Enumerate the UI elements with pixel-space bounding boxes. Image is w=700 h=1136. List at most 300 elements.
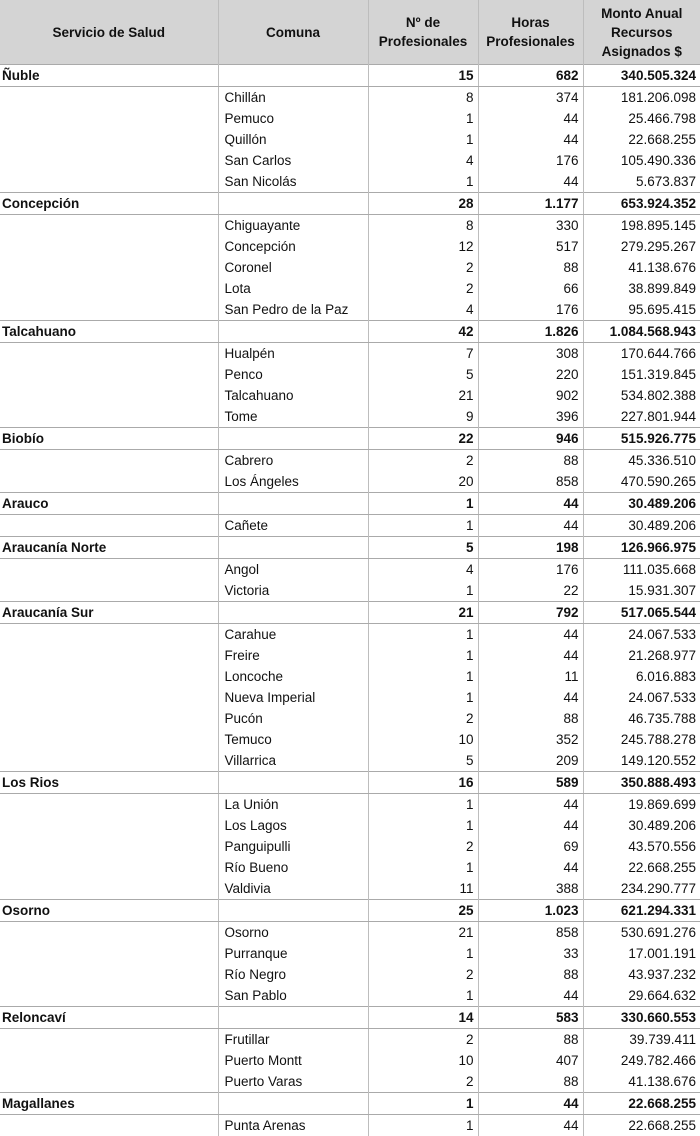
profesionales-value: 1 (368, 857, 478, 878)
servicio-empty (0, 450, 218, 472)
comuna-row (0, 108, 700, 129)
servicio-name: Talcahuano (0, 321, 218, 343)
monto-value: 19.869.699 (583, 794, 700, 816)
comuna-empty (218, 772, 368, 794)
comuna-row (0, 645, 700, 666)
horas-value: 330 (478, 215, 583, 237)
service-total-row (0, 193, 700, 215)
service-total-row (0, 493, 700, 515)
profesionales-value: 21 (368, 385, 478, 406)
comuna-empty (218, 321, 368, 343)
profesionales-value: 1 (368, 515, 478, 537)
servicio-name: Concepción (0, 193, 218, 215)
comuna-name: San Carlos (218, 150, 368, 171)
profesionales-value: 12 (368, 236, 478, 257)
monto-value: 245.788.278 (583, 729, 700, 750)
profesionales-value: 2 (368, 708, 478, 729)
monto-total: 30.489.206 (583, 493, 700, 515)
comuna-row (0, 299, 700, 321)
profesionales-value: 1 (368, 815, 478, 836)
monto-value: 43.937.232 (583, 964, 700, 985)
comuna-name: Angol (218, 559, 368, 581)
horas-total: 946 (478, 428, 583, 450)
horas-value: 44 (478, 794, 583, 816)
horas-value: 352 (478, 729, 583, 750)
monto-value: 24.067.533 (583, 687, 700, 708)
monto-value: 30.489.206 (583, 815, 700, 836)
comuna-row (0, 150, 700, 171)
comuna-row (0, 278, 700, 299)
servicio-name: Araucanía Sur (0, 602, 218, 624)
profesionales-value: 5 (368, 364, 478, 385)
comuna-row (0, 666, 700, 687)
comuna-row (0, 815, 700, 836)
monto-value: 22.668.255 (583, 1115, 700, 1136)
servicio-empty (0, 878, 218, 900)
comuna-name: Tome (218, 406, 368, 428)
comuna-empty (218, 493, 368, 515)
profesionales-total: 21 (368, 602, 478, 624)
profesionales-value: 1 (368, 580, 478, 602)
horas-value: 407 (478, 1050, 583, 1071)
comuna-name: Carahue (218, 624, 368, 646)
monto-total: 22.668.255 (583, 1093, 700, 1115)
comuna-row (0, 343, 700, 365)
comuna-name: Cabrero (218, 450, 368, 472)
servicio-empty (0, 1029, 218, 1051)
service-total-row (0, 65, 700, 87)
service-total-row (0, 321, 700, 343)
header-servicio: Servicio de Salud (0, 0, 218, 65)
comuna-name: Los Lagos (218, 815, 368, 836)
monto-value: 15.931.307 (583, 580, 700, 602)
horas-value: 44 (478, 985, 583, 1007)
comuna-row (0, 236, 700, 257)
monto-value: 24.067.533 (583, 624, 700, 646)
comuna-row (0, 471, 700, 493)
comuna-name: Temuco (218, 729, 368, 750)
horas-value: 44 (478, 108, 583, 129)
servicio-empty (0, 580, 218, 602)
comuna-empty (218, 1093, 368, 1115)
monto-value: 38.899.849 (583, 278, 700, 299)
servicio-empty (0, 559, 218, 581)
servicio-empty (0, 257, 218, 278)
horas-value: 858 (478, 471, 583, 493)
profesionales-total: 42 (368, 321, 478, 343)
horas-value: 44 (478, 1115, 583, 1136)
comuna-name: La Unión (218, 794, 368, 816)
servicio-name: Magallanes (0, 1093, 218, 1115)
horas-value: 388 (478, 878, 583, 900)
horas-total: 1.826 (478, 321, 583, 343)
monto-total: 621.294.331 (583, 900, 700, 922)
comuna-name: Penco (218, 364, 368, 385)
header-comuna: Comuna (218, 0, 368, 65)
monto-value: 111.035.668 (583, 559, 700, 581)
horas-value: 44 (478, 815, 583, 836)
monto-value: 30.489.206 (583, 515, 700, 537)
comuna-name: Osorno (218, 922, 368, 944)
comuna-row (0, 857, 700, 878)
header-monto: Monto Anual Recursos Asignados $ (583, 0, 700, 65)
monto-value: 22.668.255 (583, 857, 700, 878)
horas-total: 44 (478, 493, 583, 515)
comuna-row (0, 836, 700, 857)
profesionales-value: 2 (368, 836, 478, 857)
comuna-name: Puerto Montt (218, 1050, 368, 1071)
comuna-name: San Nicolás (218, 171, 368, 193)
monto-value: 29.664.632 (583, 985, 700, 1007)
comuna-name: Frutillar (218, 1029, 368, 1051)
servicio-empty (0, 624, 218, 646)
comuna-row (0, 450, 700, 472)
service-total-row (0, 428, 700, 450)
servicio-empty (0, 129, 218, 150)
monto-total: 1.084.568.943 (583, 321, 700, 343)
profesionales-value: 2 (368, 257, 478, 278)
comuna-row (0, 750, 700, 772)
comuna-row (0, 794, 700, 816)
comuna-name: Lota (218, 278, 368, 299)
servicio-empty (0, 87, 218, 109)
servicio-empty (0, 666, 218, 687)
profesionales-value: 1 (368, 687, 478, 708)
profesionales-total: 1 (368, 493, 478, 515)
monto-value: 41.138.676 (583, 1071, 700, 1093)
servicio-empty (0, 1115, 218, 1136)
monto-total: 515.926.775 (583, 428, 700, 450)
horas-value: 176 (478, 150, 583, 171)
monto-value: 534.802.388 (583, 385, 700, 406)
comuna-name: Chiguayante (218, 215, 368, 237)
horas-value: 44 (478, 515, 583, 537)
comuna-row (0, 729, 700, 750)
servicio-empty (0, 729, 218, 750)
comuna-name: Villarrica (218, 750, 368, 772)
table-body (0, 65, 700, 1136)
profesionales-value: 1 (368, 1115, 478, 1136)
monto-value: 530.691.276 (583, 922, 700, 944)
service-total-row (0, 537, 700, 559)
horas-value: 396 (478, 406, 583, 428)
profesionales-value: 9 (368, 406, 478, 428)
monto-value: 198.895.145 (583, 215, 700, 237)
comuna-row (0, 364, 700, 385)
servicio-empty (0, 943, 218, 964)
comuna-name: Cañete (218, 515, 368, 537)
profesionales-total: 1 (368, 1093, 478, 1115)
horas-total: 583 (478, 1007, 583, 1029)
profesionales-value: 2 (368, 278, 478, 299)
monto-value: 17.001.191 (583, 943, 700, 964)
comuna-name: Talcahuano (218, 385, 368, 406)
servicio-empty (0, 108, 218, 129)
horas-total: 198 (478, 537, 583, 559)
servicio-empty (0, 278, 218, 299)
comuna-row (0, 129, 700, 150)
horas-value: 44 (478, 624, 583, 646)
servicio-empty (0, 750, 218, 772)
comuna-name: San Pedro de la Paz (218, 299, 368, 321)
horas-total: 682 (478, 65, 583, 87)
header-row (0, 0, 700, 65)
comuna-row (0, 580, 700, 602)
comuna-name: Victoria (218, 580, 368, 602)
profesionales-value: 1 (368, 943, 478, 964)
servicio-empty (0, 215, 218, 237)
monto-total: 330.660.553 (583, 1007, 700, 1029)
profesionales-value: 7 (368, 343, 478, 365)
comuna-row (0, 985, 700, 1007)
monto-value: 22.668.255 (583, 129, 700, 150)
monto-value: 21.268.977 (583, 645, 700, 666)
comuna-name: Valdivia (218, 878, 368, 900)
servicio-empty (0, 406, 218, 428)
servicio-empty (0, 815, 218, 836)
profesionales-total: 22 (368, 428, 478, 450)
monto-value: 249.782.466 (583, 1050, 700, 1071)
horas-value: 517 (478, 236, 583, 257)
horas-value: 308 (478, 343, 583, 365)
comuna-name: Quillón (218, 129, 368, 150)
horas-value: 220 (478, 364, 583, 385)
monto-value: 25.466.798 (583, 108, 700, 129)
servicio-empty (0, 343, 218, 365)
profesionales-total: 25 (368, 900, 478, 922)
horas-value: 33 (478, 943, 583, 964)
comuna-empty (218, 428, 368, 450)
profesionales-value: 1 (368, 108, 478, 129)
comuna-row (0, 922, 700, 944)
servicio-name: Reloncaví (0, 1007, 218, 1029)
comuna-name: Freire (218, 645, 368, 666)
profesionales-total: 5 (368, 537, 478, 559)
comuna-name: Puerto Varas (218, 1071, 368, 1093)
header-profesionales: Nº de Profesionales (368, 0, 478, 65)
comuna-name: Hualpén (218, 343, 368, 365)
profesionales-value: 1 (368, 666, 478, 687)
monto-value: 181.206.098 (583, 87, 700, 109)
header-horas: Horas Profesionales (478, 0, 583, 65)
monto-value: 5.673.837 (583, 171, 700, 193)
servicio-empty (0, 299, 218, 321)
service-total-row (0, 1093, 700, 1115)
comuna-name: Río Negro (218, 964, 368, 985)
comuna-row (0, 87, 700, 109)
comuna-name: Nueva Imperial (218, 687, 368, 708)
profesionales-value: 1 (368, 794, 478, 816)
profesionales-total: 28 (368, 193, 478, 215)
comuna-row (0, 1115, 700, 1136)
servicio-name: Araucanía Norte (0, 537, 218, 559)
profesionales-value: 2 (368, 450, 478, 472)
servicio-empty (0, 836, 218, 857)
horas-value: 209 (478, 750, 583, 772)
profesionales-value: 21 (368, 922, 478, 944)
comuna-name: Punta Arenas (218, 1115, 368, 1136)
horas-value: 902 (478, 385, 583, 406)
comuna-row (0, 171, 700, 193)
profesionales-value: 8 (368, 87, 478, 109)
profesionales-value: 4 (368, 150, 478, 171)
horas-value: 44 (478, 171, 583, 193)
comuna-row (0, 878, 700, 900)
monto-value: 151.319.845 (583, 364, 700, 385)
monto-total: 517.065.544 (583, 602, 700, 624)
comuna-row (0, 385, 700, 406)
monto-value: 39.739.411 (583, 1029, 700, 1051)
comuna-empty (218, 900, 368, 922)
monto-value: 234.290.777 (583, 878, 700, 900)
comuna-row (0, 1029, 700, 1051)
servicio-name: Los Rios (0, 772, 218, 794)
horas-value: 374 (478, 87, 583, 109)
monto-total: 340.505.324 (583, 65, 700, 87)
horas-value: 66 (478, 278, 583, 299)
profesionales-total: 14 (368, 1007, 478, 1029)
profesionales-value: 4 (368, 299, 478, 321)
monto-value: 41.138.676 (583, 257, 700, 278)
monto-total: 126.966.975 (583, 537, 700, 559)
comuna-name: Pucón (218, 708, 368, 729)
servicio-empty (0, 964, 218, 985)
servicio-empty (0, 687, 218, 708)
profesionales-value: 1 (368, 985, 478, 1007)
horas-value: 88 (478, 450, 583, 472)
horas-value: 22 (478, 580, 583, 602)
comuna-name: Chillán (218, 87, 368, 109)
horas-value: 44 (478, 687, 583, 708)
monto-value: 43.570.556 (583, 836, 700, 857)
servicio-empty (0, 236, 218, 257)
monto-value: 149.120.552 (583, 750, 700, 772)
comuna-row (0, 708, 700, 729)
comuna-row (0, 624, 700, 646)
servicio-empty (0, 922, 218, 944)
comuna-row (0, 215, 700, 237)
service-total-row (0, 602, 700, 624)
servicio-empty (0, 385, 218, 406)
horas-total: 44 (478, 1093, 583, 1115)
profesionales-value: 1 (368, 645, 478, 666)
servicio-empty (0, 1050, 218, 1071)
profesionales-value: 1 (368, 624, 478, 646)
comuna-row (0, 1050, 700, 1071)
servicio-empty (0, 708, 218, 729)
profesionales-value: 1 (368, 171, 478, 193)
profesionales-value: 2 (368, 1029, 478, 1051)
horas-value: 44 (478, 129, 583, 150)
comuna-empty (218, 537, 368, 559)
servicio-name: Ñuble (0, 65, 218, 87)
comuna-row (0, 964, 700, 985)
comuna-empty (218, 1007, 368, 1029)
horas-value: 44 (478, 645, 583, 666)
servicio-empty (0, 857, 218, 878)
horas-value: 88 (478, 1029, 583, 1051)
servicio-empty (0, 515, 218, 537)
comuna-empty (218, 602, 368, 624)
servicio-empty (0, 364, 218, 385)
service-total-row (0, 1007, 700, 1029)
comuna-name: Río Bueno (218, 857, 368, 878)
horas-total: 1.177 (478, 193, 583, 215)
horas-value: 88 (478, 708, 583, 729)
horas-value: 11 (478, 666, 583, 687)
horas-value: 176 (478, 559, 583, 581)
monto-value: 45.336.510 (583, 450, 700, 472)
profesionales-value: 4 (368, 559, 478, 581)
servicio-name: Biobío (0, 428, 218, 450)
profesionales-total: 15 (368, 65, 478, 87)
servicio-empty (0, 645, 218, 666)
horas-value: 858 (478, 922, 583, 944)
monto-value: 46.735.788 (583, 708, 700, 729)
service-total-row (0, 900, 700, 922)
comuna-name: Panguipulli (218, 836, 368, 857)
horas-value: 44 (478, 857, 583, 878)
monto-total: 350.888.493 (583, 772, 700, 794)
comuna-row (0, 257, 700, 278)
servicio-empty (0, 794, 218, 816)
servicio-empty (0, 471, 218, 493)
servicio-name: Osorno (0, 900, 218, 922)
profesionales-value: 2 (368, 964, 478, 985)
horas-total: 589 (478, 772, 583, 794)
profesionales-value: 20 (368, 471, 478, 493)
profesionales-total: 16 (368, 772, 478, 794)
profesionales-value: 10 (368, 1050, 478, 1071)
comuna-row (0, 1071, 700, 1093)
horas-value: 88 (478, 1071, 583, 1093)
service-total-row (0, 772, 700, 794)
comuna-name: Concepción (218, 236, 368, 257)
comuna-name: Loncoche (218, 666, 368, 687)
comuna-row (0, 943, 700, 964)
monto-value: 227.801.944 (583, 406, 700, 428)
comuna-row (0, 406, 700, 428)
horas-total: 792 (478, 602, 583, 624)
comuna-empty (218, 65, 368, 87)
comuna-name: San Pablo (218, 985, 368, 1007)
monto-value: 95.695.415 (583, 299, 700, 321)
monto-total: 653.924.352 (583, 193, 700, 215)
servicio-empty (0, 150, 218, 171)
comuna-name: Los Ángeles (218, 471, 368, 493)
comuna-row (0, 687, 700, 708)
monto-value: 470.590.265 (583, 471, 700, 493)
monto-value: 6.016.883 (583, 666, 700, 687)
comuna-name: Purranque (218, 943, 368, 964)
comuna-row (0, 559, 700, 581)
profesionales-value: 2 (368, 1071, 478, 1093)
comuna-row (0, 515, 700, 537)
monto-value: 279.295.267 (583, 236, 700, 257)
horas-value: 88 (478, 964, 583, 985)
comuna-empty (218, 193, 368, 215)
servicio-name: Arauco (0, 493, 218, 515)
servicio-empty (0, 985, 218, 1007)
profesionales-value: 10 (368, 729, 478, 750)
horas-value: 176 (478, 299, 583, 321)
horas-value: 88 (478, 257, 583, 278)
monto-value: 170.644.766 (583, 343, 700, 365)
profesionales-value: 5 (368, 750, 478, 772)
servicio-empty (0, 1071, 218, 1093)
profesionales-value: 1 (368, 129, 478, 150)
profesionales-value: 8 (368, 215, 478, 237)
